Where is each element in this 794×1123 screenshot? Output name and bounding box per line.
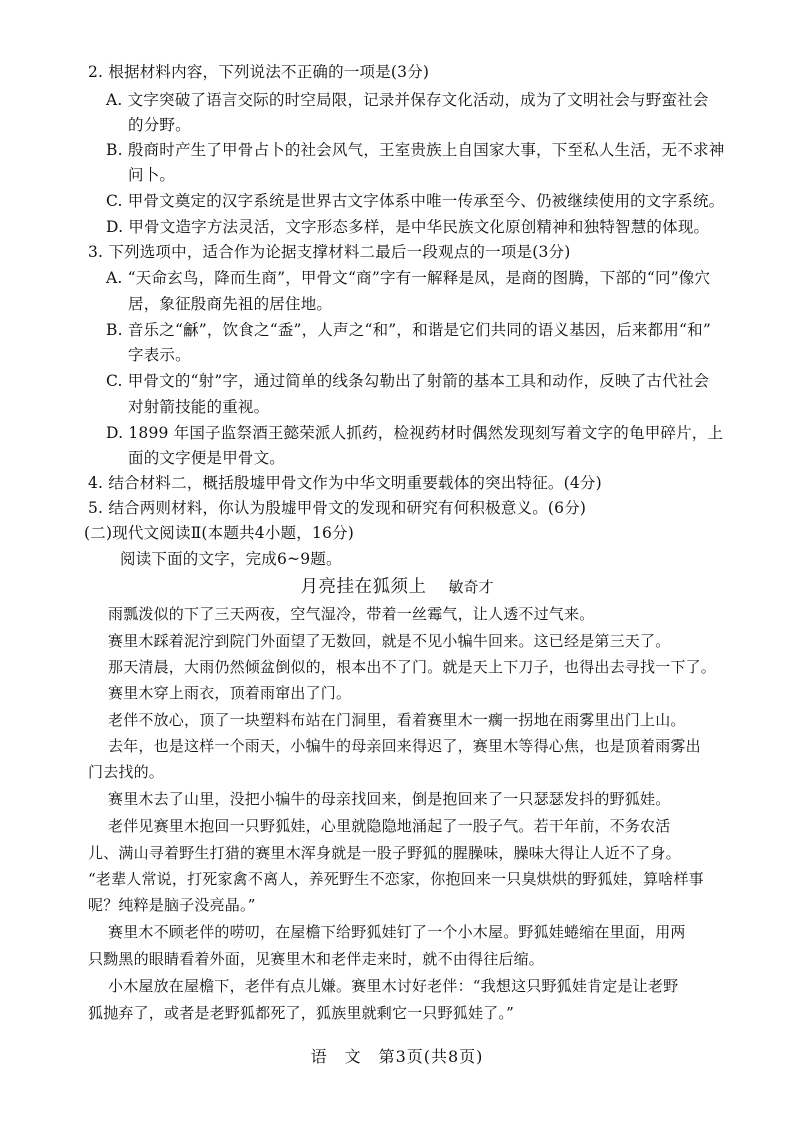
- story-line: 赛里木穿上雨衣，顶着雨窜出了门。: [108, 684, 352, 702]
- story-line: 老伴不放心，顶了一块塑料布站在门洞里，看着赛里木一瘸一拐地在雨雾里出门上山。: [108, 711, 686, 729]
- question-2-option-d: D. 甲骨文造字方法灵活，文字形态多样，是中华民族文化原创精神和独特智慧的体现。: [106, 218, 710, 236]
- story-line: 雨瓢泼似的下了三天两夜，空气湿冷，带着一丝霉气，让人透不过气来。: [108, 605, 595, 623]
- question-2-option-a: A. 文字突破了语言交际的时空局限，记录并保存文化活动，成为了文明社会与野蛮社会: [106, 91, 709, 109]
- story-line: 狐抛弃了，或者是老野狐都死了，狐族里就剩它一只野狐娃了。”: [88, 1004, 514, 1022]
- story-line: 赛里木去了山里，没把小犏牛的母亲找回来，倒是抱回来了一只瑟瑟发抖的野狐娃。: [108, 790, 671, 808]
- question-3-stem: 3. 下列选项中，适合作为论据支撑材料二最后一段观点的一项是(3分): [88, 243, 571, 261]
- question-3-option-c: C. 甲骨文的“射”字，通过简单的线条勾勒出了射箭的基本工具和动作，反映了古代社会: [106, 372, 710, 390]
- question-5: 5. 结合两则材料，你认为殷墟甲骨文的发现和研究有何积极意义。(6分): [88, 499, 587, 517]
- story-line: 去年，也是这样一个雨天，小犏牛的母亲回来得迟了，赛里木等得心焦，也是顶着雨雾出: [108, 737, 701, 755]
- story-line: 只黝黑的眼睛看着外面，见赛里木和老伴走来时，就不由得往后缩。: [88, 950, 545, 968]
- question-2-option-b: B. 殷商时产生了甲骨占卜的社会风气，王室贵族上自国家大事，下至私人生活，无不求神: [106, 141, 725, 159]
- story-title-line: [0, 573, 794, 598]
- question-2-option-c: C. 甲骨文奠定的汉字系统是世界古文字体系中唯一传承至今、仍被继续使用的文字系统。: [106, 192, 725, 210]
- question-2-stem: 2. 根据材料内容，下列说法不正确的一项是(3分): [88, 63, 430, 81]
- story-line: 小木屋放在屋檐下，老伴有点儿嫌。赛里木讨好老伴：“我想这只野狐娃肯定是让老野: [108, 977, 679, 995]
- story-line: 门去找的。: [88, 763, 165, 781]
- question-2-option-a-cont: 的分野。: [128, 116, 191, 134]
- story-line: “老辈人常说，打死家禽不离人，养死野生不恋家，你抱回来一只臭烘烘的野狐娃，算啥样事: [88, 870, 704, 888]
- story-line: 赛里木踩着泥泞到院门外面望了无数回，就是不见小犏牛回来。这已经是第三天了。: [108, 632, 671, 650]
- story-author: 敏奇才: [448, 578, 494, 596]
- section-instruction: 阅读下面的文字，完成6~9题。: [120, 550, 342, 568]
- page-footer: 语 文 第3页(共8页): [310, 1047, 484, 1066]
- question-3-option-d-cont: 面的文字便是甲骨文。: [128, 449, 286, 467]
- story-line: 儿、满山寻着野生打猎的赛里木浑身就是一股子野狐的腥臊味，臊味大得让人近不了身。: [88, 844, 681, 862]
- story-title: 月亮挂在狐须上: [300, 577, 427, 597]
- question-4: 4. 结合材料二，概括殷墟甲骨文作为中华文明重要载体的突出特征。(4分): [88, 474, 602, 492]
- question-3-option-d: D. 1899 年国子监祭酒王懿荣派人抓药，检视药材时偶然发现刻写着文字的龟甲碎片，上: [106, 424, 724, 442]
- question-3-option-c-cont: 对射箭技能的重视。: [128, 398, 270, 416]
- question-2-option-b-cont: 问卜。: [128, 166, 176, 184]
- story-line: 那天清晨，大雨仍然倾盆倒似的，根本出不了门。就是天上下刀子，也得出去寻找一下了。: [108, 658, 717, 676]
- story-line: 呢？纯粹是脑子没亮晶。”: [88, 896, 256, 914]
- question-3-option-a-cont: 居，象征殷商先祖的居住地。: [128, 295, 333, 313]
- question-3-option-b: B. 音乐之“龢”，饮食之“盉”，人声之“和”，和谐是它们共同的语义基因，后来都用“和”: [106, 321, 711, 339]
- question-3-option-a: A. “天命玄鸟，降而生商”，甲骨文“商”字有一解释是凤，是商的图腾，下部的“冋”像穴: [106, 269, 711, 287]
- story-line: 赛里木不顾老伴的唠叨，在屋檐下给野狐娃钉了一个小木屋。野狐娃蜷缩在里面，用两: [108, 923, 686, 941]
- question-3-option-b-cont: 字表示。: [128, 346, 191, 364]
- story-line: 老伴见赛里木抱回一只野狐娃，心里就隐隐地涌起了一股子气。若干年前，不务农活: [108, 817, 671, 835]
- section-heading: (二)现代文阅读Ⅱ(本题共4小题，16分): [84, 524, 355, 542]
